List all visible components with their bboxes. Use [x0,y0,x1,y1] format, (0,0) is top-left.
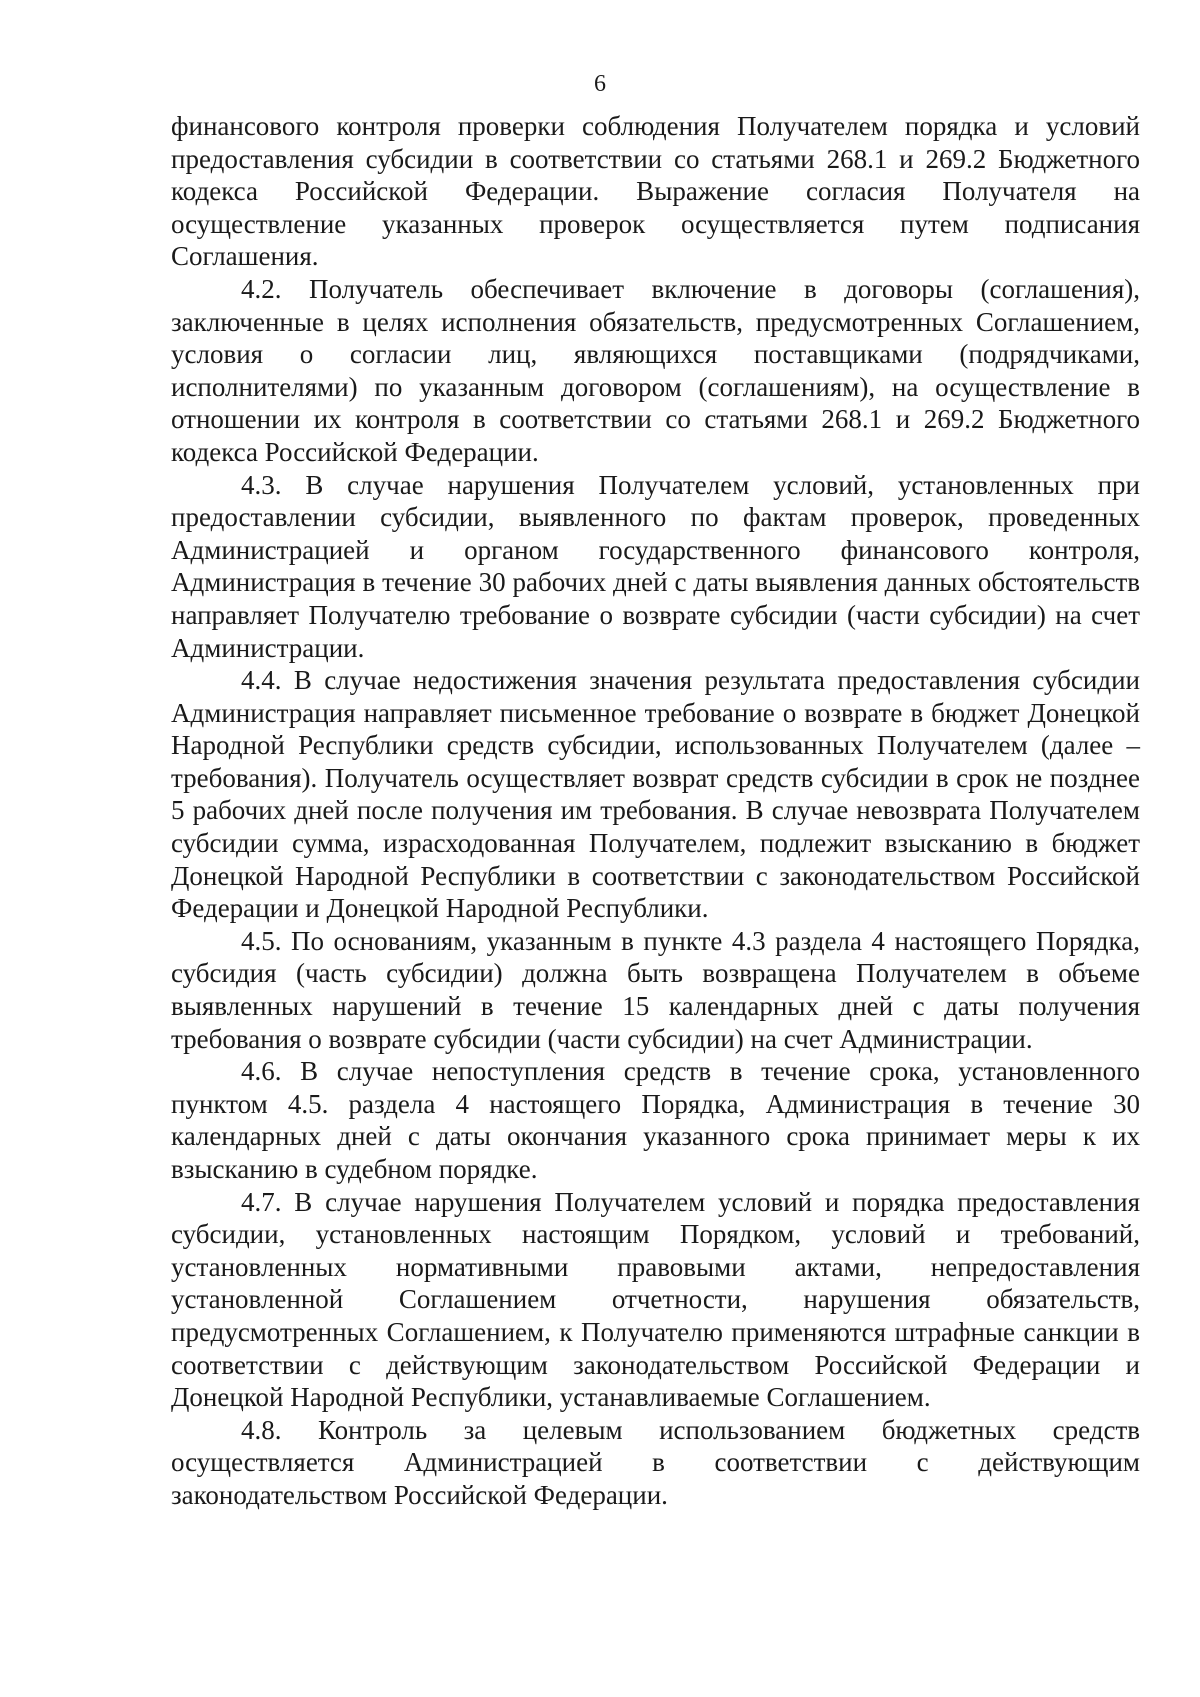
paragraph-4-4: 4.4. В случае недостижения значения результата предоставления субсидии Администрация направляет письменное требование о возврате в бюджет Донецкой Народной Республики средств субсидии, использованных Получателем (далее – требования). Получатель осуществляет возврат средств субсидии в срок не позднее 5 рабочих дней после получения им требования. В случае невозврата Получателем субсидии сумма, израсходованная Получателем, подлежит взысканию в бюджет Донецкой Народной Республики в соответствии с законодательством Российской Федерации и Донецкой Народной Республики. [171,665,1140,924]
paragraph-4-1-continued: финансового контроля проверки соблюдения Получателем порядка и условий предоставления субсидии в соответствии со статьями 268.1 и 269.2 Бюджетного кодекса Российской Федерации. Выражение согласия Получателя на осуществление указанных проверок осуществляется путем подписания Соглашения. [171,111,1140,272]
page-number: 6 [594,71,606,97]
paragraph-4-2: 4.2. Получатель обеспечивает включение в договоры (соглашения), заключенные в целях исполнения обязательств, предусмотренных Соглашением, условия о согласии лиц, являющихся поставщиками (подрядчиками, исполнителями) по указанным договором (соглашениям), на осуществление в отношении их контроля в соответствии со статьями 268.1 и 269.2 Бюджетного кодекса Российской Федерации. [171,273,1140,467]
paragraph-4-6: 4.6. В случае непоступления средств в течение срока, установленного пунктом 4.5. раздела 4 настоящего Порядка, Администрация в течение 30 календарных дней с даты окончания указанного срока принимает меры к их взысканию в судебном порядке. [171,1056,1140,1184]
paragraph-4-5: 4.5. По основаниям, указанным в пункте 4.3 раздела 4 настоящего Порядка, субсидия (часть субсидии) должна быть возвращена Получателем в объеме выявленных нарушений в течение 15 календарных дней с даты получения требования о возврате субсидии (части субсидии) на счет Администрации. [171,925,1140,1054]
paragraph-4-3: 4.3. В случае нарушения Получателем условий, установленных при предоставлении субсидии, выявленного по фактам проверок, проведенных Администрацией и органом государственного финансового контроля, Администрация в течение 30 рабочих дней с даты выявления данных обстоятельств направляет Получателю требование о возврате субсидии (части субсидии) на счет Администрации. [171,469,1140,663]
document-body [171,110,1140,1512]
paragraph-4-7: 4.7. В случае нарушения Получателем условий и порядка предоставления субсидии, установленных настоящим Порядком, условий и требований, установленных нормативными правовыми актами, непредоставления установленной Соглашением отчетности, нарушения обязательств, предусмотренных Соглашением, к Получателю применяются штрафные санкции в соответствии с действующим законодательством Российской Федерации и Донецкой Народной Республики, устанавливаемые Соглашением. [171,1186,1140,1413]
paragraph-4-8: 4.8. Контроль за целевым использованием бюджетных средств осуществляется Администрацией в соответствии с действующим законодательством Российской Федерации. [171,1414,1140,1510]
